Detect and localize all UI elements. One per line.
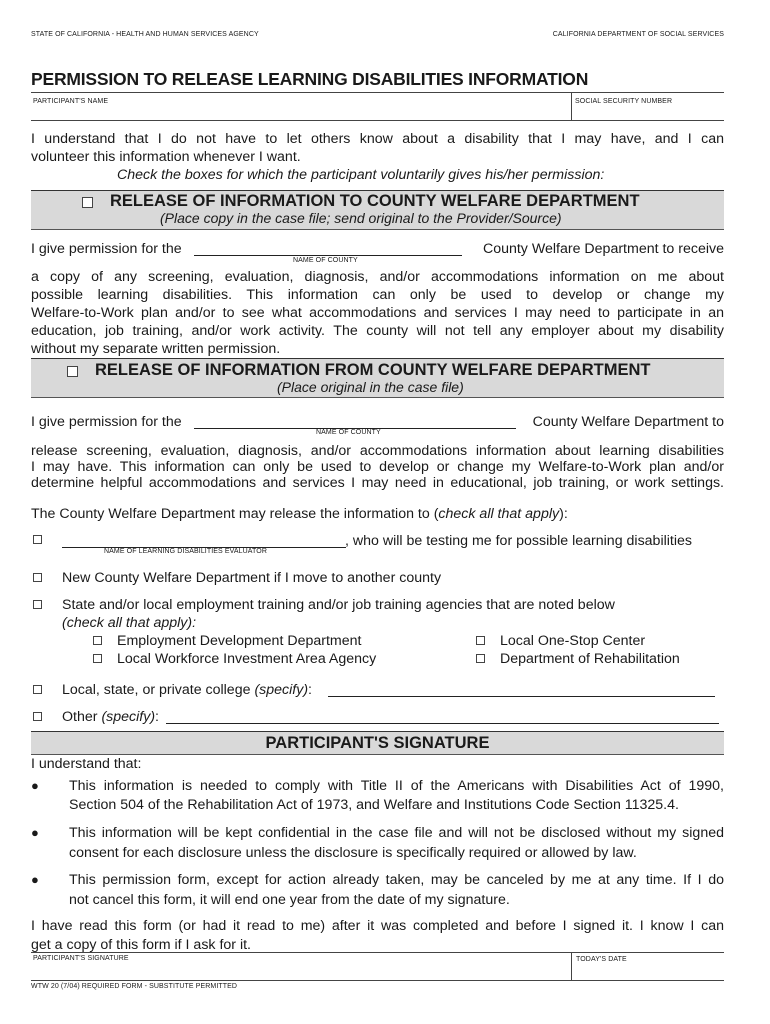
section1-subtitle: (Place copy in the case file; send original to the Provider/Source) <box>160 210 562 226</box>
section2-county-label: NAME OF COUNTY <box>316 429 381 436</box>
edd-checkbox[interactable] <box>93 636 102 645</box>
signature-date-divider <box>571 952 572 980</box>
section2-permission-suffix: County Welfare Department to <box>532 414 724 430</box>
section2-line-3: determine helpful accommodations and services I may need in educational, job training, or work settings. <box>31 475 724 491</box>
state-local-checkbox[interactable] <box>33 600 42 609</box>
date-label: TODAY'S DATE <box>576 956 627 963</box>
ssn-field[interactable] <box>573 94 724 120</box>
bullet-2-line-2: consent for each disclosure unless the disclosure is specifically required or allowed by law. <box>69 845 637 861</box>
form-title: PERMISSION TO RELEASE LEARNING DISABILITIES INFORMATION <box>31 69 589 89</box>
bullet-2-text <box>69 823 724 863</box>
bullet-2-line-1: This information will be kept confidential in the case file and will not be disclosed without my signed <box>69 825 724 841</box>
other-label: Other (specify): <box>62 709 159 725</box>
form-id-footer: WTW 20 (7/04) REQUIRED FORM - SUBSTITUTE PERMITTED <box>31 983 238 990</box>
participant-name-label: PARTICIPANT'S NAME <box>33 98 109 105</box>
participant-name-field[interactable] <box>31 94 569 120</box>
date-field[interactable] <box>573 953 724 979</box>
section1-county-label: NAME OF COUNTY <box>293 257 358 264</box>
section2-title: RELEASE OF INFORMATION FROM COUNTY WELFARE DEPARTMENT <box>95 361 651 379</box>
signature-title-wrap <box>0 734 770 753</box>
section2-permission-prefix: I give permission for the <box>31 414 182 430</box>
bullet-3: ● <box>31 872 39 887</box>
ssn-label: SOCIAL SECURITY NUMBER <box>575 98 673 105</box>
state-local-label: State and/or local employment training and/or job training agencies that are noted below <box>62 597 615 613</box>
state-local-note: (check all that apply): <box>62 615 197 631</box>
department-header: CALIFORNIA DEPARTMENT OF SOCIAL SERVICES <box>552 31 724 38</box>
section1-line-5: without my separate written permission. <box>31 341 281 357</box>
closing-line-2: get a copy of this form if I ask for it. <box>31 937 251 953</box>
bullet-1: ● <box>31 778 39 793</box>
college-label: Local, state, or private college (specify): <box>62 682 312 698</box>
intro-instruction: Check the boxes for which the participant voluntarily gives his/her permission: <box>117 167 605 183</box>
name-ssn-divider <box>571 92 572 120</box>
agency-header: STATE OF CALIFORNIA - HEALTH AND HUMAN SERVICES AGENCY <box>31 31 259 38</box>
understand-label: I understand that: <box>31 756 142 772</box>
name-row-top-rule <box>31 92 724 93</box>
new-county-checkbox[interactable] <box>33 573 42 582</box>
workforce-area-label: Local Workforce Investment Area Agency <box>117 651 377 667</box>
college-checkbox[interactable] <box>33 685 42 694</box>
signature-title: PARTICIPANT'S SIGNATURE <box>265 734 490 752</box>
workforce-area-checkbox[interactable] <box>93 654 102 663</box>
evaluator-label: NAME OF LEARNING DISABILITIES EVALUATOR <box>104 548 267 555</box>
section2-subtitle: (Place original in the case file) <box>277 379 464 395</box>
bullet-2: ● <box>31 825 39 840</box>
section1-county-field[interactable] <box>194 255 462 256</box>
section1-line-2: possible learning disabilities. This information can only be used to develop or change my <box>31 287 724 303</box>
bullet-1-line-1: This information is needed to comply with Title II of the Americans with Disabilities Act of 1990, <box>69 778 724 794</box>
rehab-label: Department of Rehabilitation <box>500 651 680 667</box>
bullet-1-line-2: Section 504 of the Rehabilitation Act of 1973, and Welfare and Institutions Code Section 11325.4. <box>69 797 679 813</box>
name-row-bottom-rule <box>31 120 724 121</box>
signature-row-bottom-rule <box>31 980 724 981</box>
edd-label: Employment Development Department <box>117 633 362 649</box>
evaluator-suffix: , who will be testing me for possible learning disabilities <box>345 533 692 549</box>
college-specify-field[interactable] <box>328 696 715 697</box>
section1-line-4: education, job training, and/or work activity. The county will not tell any employer about my disability <box>31 323 724 339</box>
other-specify-field[interactable] <box>166 723 719 724</box>
bullet-1-text <box>69 777 724 815</box>
intro-line-1: I understand that I do not have to let others know about a disability that I may have, and I can <box>31 131 724 147</box>
evaluator-checkbox[interactable] <box>33 535 42 544</box>
section2-line-1: release screening, evaluation, diagnosis, and/or accommodations information about learning disabilities <box>31 443 724 459</box>
bullet-3-line-2: not cancel this form, it will end one year from the date of my signature. <box>69 892 510 908</box>
one-stop-label: Local One-Stop Center <box>500 633 646 649</box>
bullet-3-text <box>69 870 724 910</box>
rehab-checkbox[interactable] <box>476 654 485 663</box>
section1-permission-suffix: County Welfare Department to receive <box>482 241 724 257</box>
section1-line-1: a copy of any screening, evaluation, diagnosis, and/or accommodations information on me about <box>31 269 724 285</box>
new-county-label: New County Welfare Department if I move to another county <box>62 570 442 586</box>
section1-permission-prefix: I give permission for the <box>31 241 182 257</box>
signature-label: PARTICIPANT'S SIGNATURE <box>33 955 129 962</box>
section2-checkbox[interactable] <box>67 366 78 377</box>
other-checkbox[interactable] <box>33 712 42 721</box>
section2-line-2: I may have. This information can only be used to develop or change my Welfare-to-Work plan and/or <box>31 459 724 475</box>
signature-field[interactable] <box>31 953 569 979</box>
closing-line-1: I have read this form (or had it read to me) after it was completed and before I signed it. I know I can <box>31 918 724 934</box>
release-instruction: The County Welfare Department may release the information to (check all that apply): <box>31 506 568 522</box>
bullet-3-line-1: This permission form, except for action already taken, may be canceled by me at any time. If I do <box>69 872 724 888</box>
section1-checkbox[interactable] <box>82 197 93 208</box>
intro-line-2: volunteer this information whenever I want. <box>31 149 301 165</box>
section1-line-3: Welfare-to-Work plan and/or to see what accommodations and services I may need to participate in an <box>31 305 724 321</box>
one-stop-checkbox[interactable] <box>476 636 485 645</box>
section1-title: RELEASE OF INFORMATION TO COUNTY WELFARE DEPARTMENT <box>110 192 640 210</box>
